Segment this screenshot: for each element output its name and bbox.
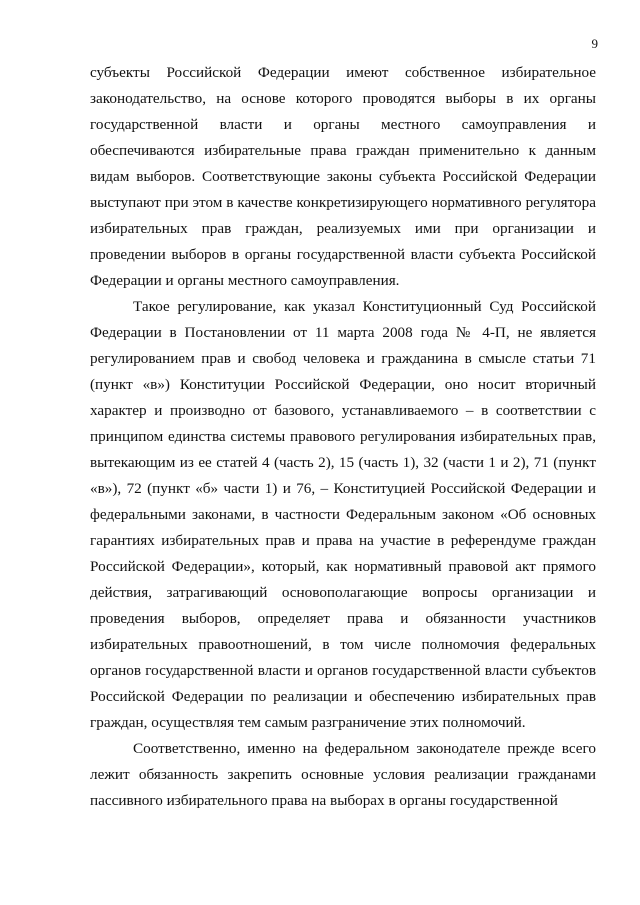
paragraph-constitutional-court: Такое регулирование, как указал Конституционный Суд Российской Федерации в Постановлении от 11 марта 2008 года № 4-П, не является регулированием прав и свобод человека и гражданина в смысле статьи 71 (пункт «в») Конституции Российской Федерации, оно носит вторичный характер и производно от базового, устанавливаемого – в соответствии с принципом единства системы правового регулирования избирательных прав, вытекающим из ее статей 4 (часть 2), 15 (часть 1), 32 (части 1 и 2), 71 (пункт «в»), 72 (пункт «б» части 1) и 76, – Конституцией Российской Федерации и федеральными законами, в частности Федеральным законом «Об основных гарантиях избирательных прав и права на участие в референдуме граждан Российской Федерации», который, как нормативный правовой акт прямого действия, затрагивающий основополагающие вопросы организации и проведения выборов, определяет права и обязанности участников избирательных правоотношений, в том числе полномочия федеральных органов государственной власти и органов государственной власти субъектов Российской Федерации по реализации и обеспечению избирательных прав граждан, осуществляя тем самым разграничение этих полномочий. bbox=[90, 298, 596, 731]
page-number: 9 bbox=[591, 36, 598, 51]
paragraph-federal-legislator: Соответственно, именно на федеральном законодателе прежде всего лежит обязанность закрепить основные условия реализации гражданами пассивного избирательного права на выборах в органы государственной bbox=[90, 740, 596, 809]
document-body bbox=[90, 60, 596, 814]
paragraph-continuation: субъекты Российской Федерации имеют собственное избирательное законодательство, на основе которого проводятся выборы в их органы государственной власти и органы местного самоуправления и обеспечиваются избирательные права граждан применительно к данным видам выборов. Соответствующие законы субъекта Российской Федерации выступают при этом в качестве конкретизирующего нормативного регулятора избирательных прав граждан, реализуемых ими при организации и проведении выборов в органы государственной власти субъекта Российской Федерации и органы местного самоуправления. bbox=[90, 64, 596, 289]
